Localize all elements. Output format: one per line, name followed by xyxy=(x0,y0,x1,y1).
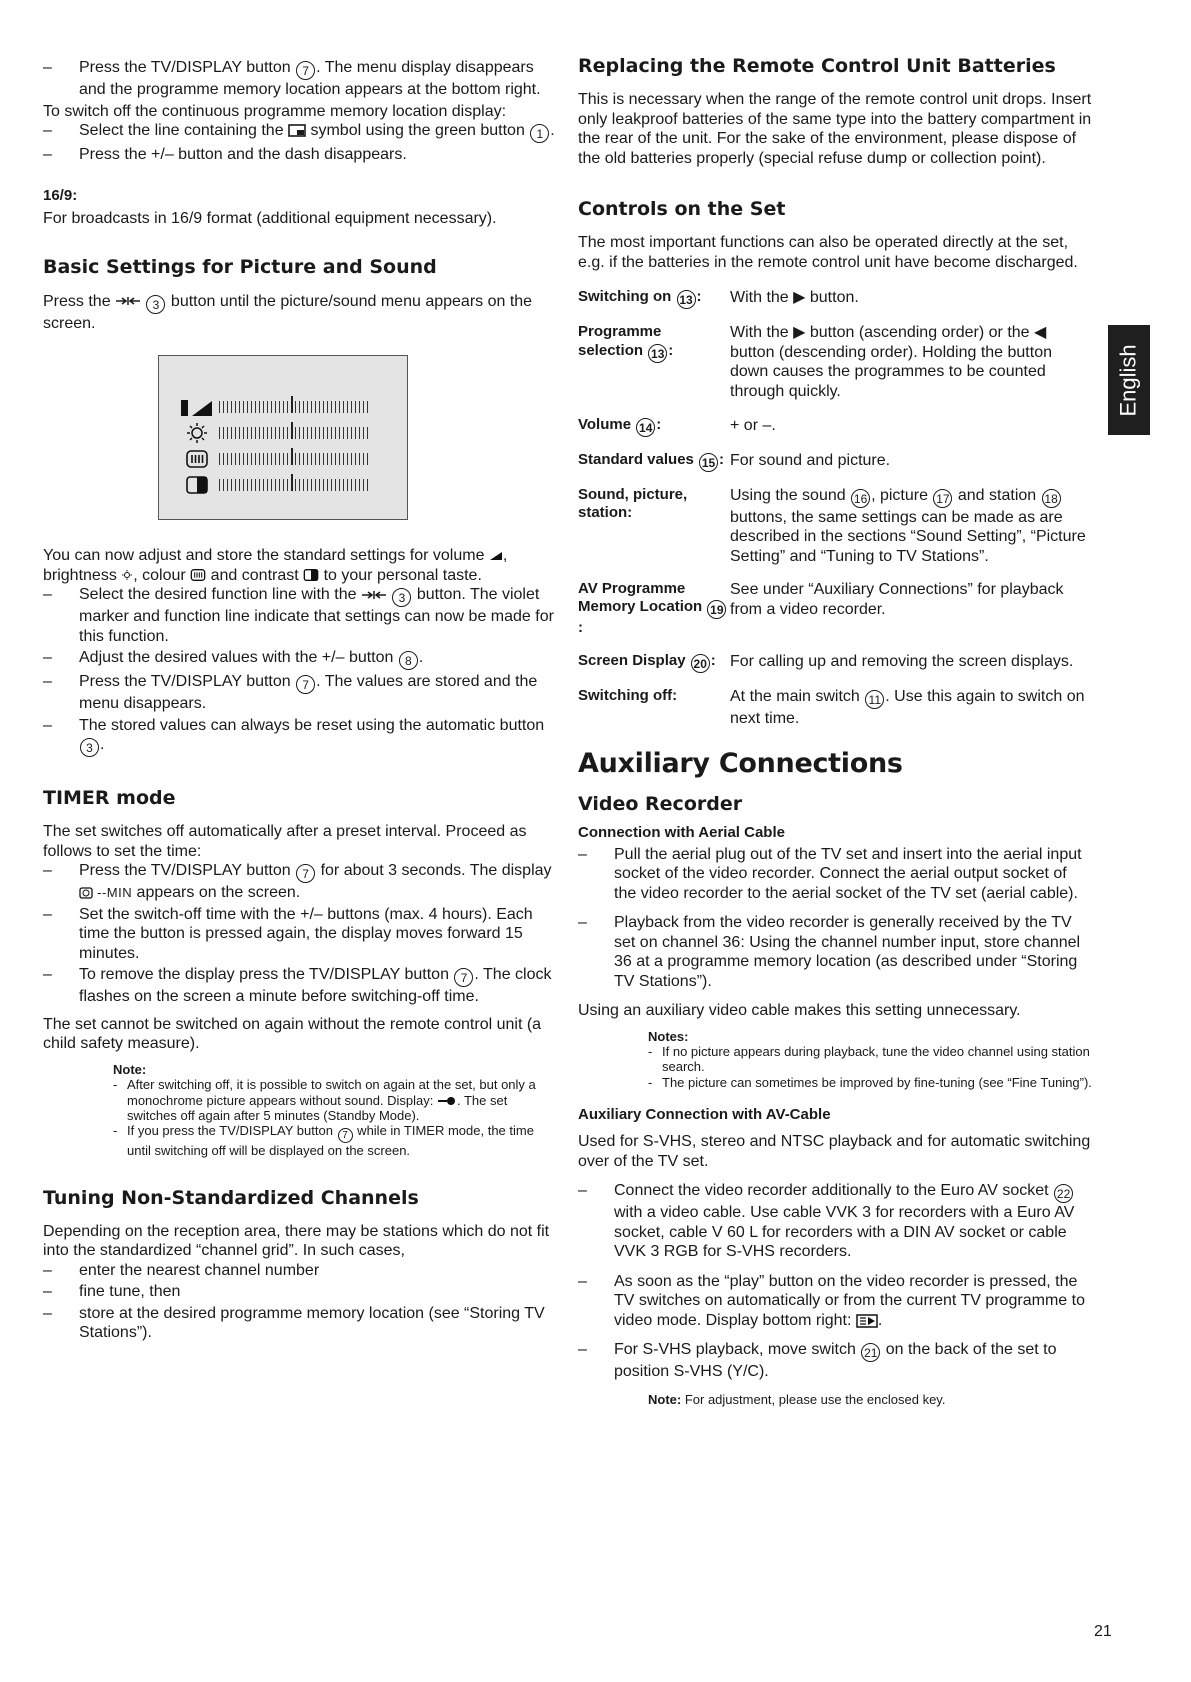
tuning-list xyxy=(43,1261,555,1343)
list-item: – Playback from the video recorder is generally received by the TV set on channel 36: Using the channel number input, store channel 36 at a programme memory location (as described under “Storing TV Stations”). xyxy=(578,913,1093,991)
note-item: - If no picture appears during playback, tune the video channel using station search. xyxy=(648,1044,1093,1075)
list-item: – store at the desired programme memory location (see “Storing TV Stations”). xyxy=(43,1304,555,1343)
tuning-intro: Depending on the reception area, there may be stations which do not fit into the standardized “channel grid”. In such cases, xyxy=(43,1222,550,1260)
control-row: Switching off: At the main switch 11 . Use this again to switch on next time. xyxy=(578,686,1085,727)
list-item: – To remove the display press the TV/DISPLAY button 7 . The clock flashes on the screen a minute before switching-off time. xyxy=(43,965,555,1007)
av-list xyxy=(578,1181,1093,1382)
list-item: – Select the line containing the symbol using the green button 1 . xyxy=(43,121,555,143)
button-number: 11 xyxy=(865,690,884,709)
colour-bar xyxy=(219,453,369,465)
av-cable-heading: Auxiliary Connection with AV-Cable xyxy=(578,1106,831,1123)
menu-row-colour xyxy=(175,446,393,472)
list-item: – Pull the aerial plug out of the TV set and insert into the aerial input socket of the video recorder. Connect the aerial output socket of the video recorder to the aerial socket of the TV set (aerial cable). xyxy=(578,845,1093,904)
aerial-cable-heading: Connection with Aerial Cable xyxy=(578,824,785,842)
menu-row-brightness xyxy=(175,420,393,446)
list-item: – Press the TV/DISPLAY button 7 for about 3 seconds. The display --MIN appears on the screen. xyxy=(43,861,555,903)
button-number: 7 xyxy=(338,1128,353,1143)
note-item: - After switching off, it is possible to switch on again at the set, but only a monochrome picture appears without sound. Display: . The set switches off again after 5 minutes (Standby Mode). xyxy=(113,1077,555,1123)
list-item: – Set the switch-off time with the +/– buttons (max. 4 hours). Each time the button is pressed again, the display moves forward 15 minutes. xyxy=(43,905,555,964)
button-number: 7 xyxy=(454,968,473,987)
button-number: 18 xyxy=(1042,489,1061,508)
language-tab xyxy=(1108,325,1150,435)
control-row: Standard values 15 : For sound and picture. xyxy=(578,450,891,470)
list-item: – Press the TV/DISPLAY button 7 . The menu display disappears and the programme memory location appears at the bottom right. xyxy=(43,58,555,100)
av-note: Note: For adjustment, please use the enclosed key. xyxy=(648,1391,946,1407)
button-number: 22 xyxy=(1054,1184,1073,1203)
auxiliary-heading: Auxiliary Connections xyxy=(578,748,903,780)
contrast-icon xyxy=(303,569,319,581)
page-number: 21 xyxy=(1094,1623,1112,1640)
list-item: – fine tune, then xyxy=(43,1282,555,1302)
volume-bar xyxy=(219,401,369,413)
control-row: Switching on 13 : With the ▶ button. xyxy=(578,288,859,308)
list-item: – Adjust the desired values with the +/– button 8 . xyxy=(43,648,555,670)
list-item: – Press the TV/DISPLAY button 7 . The values are stored and the menu disappears. xyxy=(43,672,555,714)
button-number: 19 xyxy=(707,600,726,619)
menu-row-volume xyxy=(175,394,393,420)
format-169-title: 16/9: xyxy=(43,186,78,204)
language-tab-label: English xyxy=(1115,343,1141,417)
timer-child-safety: The set cannot be switched on again without the remote control unit (a child safety measure). xyxy=(43,1015,542,1053)
standby-icon xyxy=(437,1096,457,1106)
timer-intro: The set switches off automatically after a preset interval. Proceed as follows to set the time: xyxy=(43,823,527,860)
control-row: Sound, picture, station: Using the sound 16 , picture 17 and station 18 buttons, the same settings can be made as are described in the sections “Sound Setting”, “Picture Setting” and “Tuning to TV Stations”. xyxy=(578,485,1086,565)
note-item: - The picture can sometimes be improved by fine-tuning (see “Fine Tuning”). xyxy=(648,1075,1093,1090)
list-item: – For S-VHS playback, move switch 21 on the back of the set to position S-VHS (Y/C). xyxy=(578,1340,1093,1382)
control-row: Programme selection 13 : With the ▶ button (ascending order) or the ◀ button (descending order). Holding the button down causes the programmes to be counted through quickly. xyxy=(578,323,1052,400)
cursor-arrows-icon xyxy=(115,296,141,306)
right-column xyxy=(578,55,1093,1408)
button-number: 15 xyxy=(699,453,718,472)
timer-list xyxy=(43,861,555,1007)
aerial-after-text: Using an auxiliary video cable makes this setting unnecessary. xyxy=(578,1002,1021,1020)
tuning-heading: Tuning Non-Standardized Channels xyxy=(43,1186,419,1209)
video-recorder-heading: Video Recorder xyxy=(578,793,743,816)
menu-row-contrast xyxy=(175,472,393,498)
basic-settings-intro: Press the 3 button until the picture/sound menu appears on the screen. xyxy=(43,292,533,332)
list-item: – Press the +/– button and the dash disappears. xyxy=(43,145,555,165)
note-title: Note: xyxy=(113,1061,147,1077)
button-number: 7 xyxy=(296,675,315,694)
button-number: 1 xyxy=(530,124,549,143)
brightness-bar xyxy=(219,427,369,439)
button-number: 3 xyxy=(146,295,165,314)
batteries-heading: Replacing the Remote Control Unit Batteries xyxy=(578,55,1056,77)
button-number: 17 xyxy=(933,489,952,508)
list-item: – The stored values can always be reset using the automatic button 3 . xyxy=(43,716,555,758)
button-number: 3 xyxy=(392,588,411,607)
brightness-icon xyxy=(121,569,133,581)
timer-heading: TIMER mode xyxy=(43,787,176,810)
list-item: – Select the desired function line with the 3 button. The violet marker and function line indicate that settings can now be made for this function. xyxy=(43,585,555,646)
button-number: 7 xyxy=(296,61,315,80)
volume-icon xyxy=(489,551,503,561)
adjust-list xyxy=(43,585,555,757)
button-number: 13 xyxy=(648,344,667,363)
list-item: – enter the nearest channel number xyxy=(43,1261,555,1281)
switch-off-intro: To switch off the continuous programme memory location display: xyxy=(43,102,507,120)
button-number: 8 xyxy=(399,651,418,670)
button-number: 20 xyxy=(691,654,710,673)
button-number: 3 xyxy=(80,738,99,757)
note-title: Notes: xyxy=(648,1028,689,1044)
volume-icon xyxy=(175,396,219,418)
switch-off-list xyxy=(43,121,555,165)
aerial-list xyxy=(578,845,1093,992)
list-item: – As soon as the “play” button on the video recorder is pressed, the TV switches on automatically or from the current TV programme to video mode. Display bottom right: . xyxy=(578,1272,1093,1331)
av-intro: Used for S-VHS, stereo and NTSC playback and for automatic switching over of the TV set. xyxy=(578,1133,1091,1170)
note-item: - If you press the TV/DISPLAY button 7 while in TIMER mode, the time until switching off will be displayed on the screen. xyxy=(113,1123,555,1158)
colour-icon xyxy=(190,569,206,581)
control-row: Screen Display 20 : For calling up and removing the screen displays. xyxy=(578,651,1074,671)
format-169-text: For broadcasts in 16/9 format (additional equipment necessary). xyxy=(43,209,497,227)
teletext-screen-icon xyxy=(288,124,306,137)
aerial-notes xyxy=(648,1029,1093,1090)
timer-note xyxy=(113,1062,555,1159)
control-row: AV Programme Memory Location 19: See under “Auxiliary Connections” for playback from a video recorder. xyxy=(578,580,1064,637)
list-item: – Connect the video recorder additionally to the Euro AV socket 22 with a video cable. Use cable VVK 3 for recorders with a Euro AV socket, cable V 60 L for recorders with a DIN AV socket or cable VVK 3 RGB for S-VHS recorders. xyxy=(578,1181,1093,1262)
adjust-text: You can now adjust and store the standard settings for volume , brightness , colour and contrast to your personal taste. xyxy=(43,547,508,584)
basic-settings-heading: Basic Settings for Picture and Sound xyxy=(43,256,437,279)
button-number: 14 xyxy=(636,418,655,437)
button-number: 13 xyxy=(677,290,696,309)
control-row: Volume 14 : + or –. xyxy=(578,415,776,435)
contrast-bar xyxy=(219,479,369,491)
cursor-arrows-icon xyxy=(361,590,387,600)
colour-icon xyxy=(175,448,219,470)
picture-sound-menu-figure xyxy=(158,355,408,520)
brightness-icon xyxy=(175,422,219,444)
contrast-icon xyxy=(175,474,219,496)
button-number: 16 xyxy=(851,489,870,508)
av-mode-icon xyxy=(856,1314,878,1328)
button-number: 7 xyxy=(296,864,315,883)
left-column xyxy=(43,58,555,1345)
button-number: 21 xyxy=(861,1343,880,1362)
clock-display-icon xyxy=(79,887,93,899)
batteries-text: This is necessary when the range of the remote control unit drops. Insert only leakproof batteries of the same type into the battery compartment in the rear of the unit. For the sake of the environment, please dispose of the old batteries properly (special refuse dump or collection point). xyxy=(578,91,1092,167)
controls-heading: Controls on the Set xyxy=(578,198,786,221)
intro-list xyxy=(43,58,555,100)
controls-intro: The most important functions can also be operated directly at the set, e.g. if the batteries in the remote control unit have become discharged. xyxy=(578,234,1078,271)
